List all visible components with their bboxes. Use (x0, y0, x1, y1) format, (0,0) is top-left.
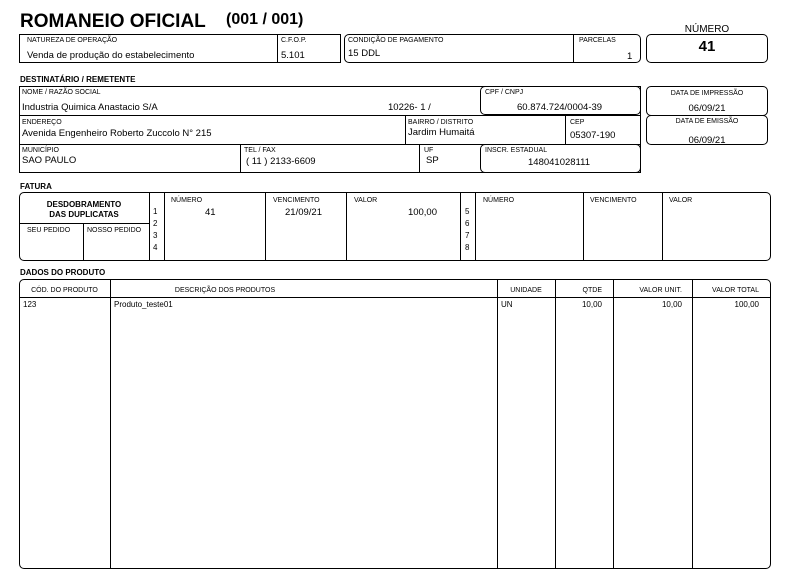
numero-label: NÚMERO (684, 24, 730, 35)
desdobramento-line2: DAS DUPLICATAS (49, 210, 119, 219)
ie-value: 148041028111 (528, 157, 590, 168)
col-codigo: CÓD. DO PRODUTO (31, 287, 98, 294)
cell-valor-unit: 10,00 (661, 300, 682, 309)
desdobramento-line1: DESDOBRAMENTO (46, 200, 122, 209)
page-count: (001 / 001) (226, 11, 304, 28)
cell-descricao: Produto_teste01 (114, 300, 173, 309)
data-emissao-value: 06/09/21 (688, 135, 726, 146)
fatura-vencimento-label-1: VENCIMENTO (273, 197, 320, 204)
numero-value: 41 (698, 38, 716, 55)
cep-label: CEP (570, 119, 585, 126)
condicao-value: 15 DDL (348, 48, 381, 59)
cell-codigo: 123 (23, 300, 37, 309)
cell-valor-total: 100,00 (734, 300, 759, 309)
col-descricao: DESCRIÇÃO DOS PRODUTOS (174, 287, 276, 294)
bairro-label: BAIRRO / DISTRITO (408, 119, 474, 126)
ie-label: INSCR. ESTADUAL (485, 147, 548, 154)
cliente-codigo: 10226- 1 / (388, 102, 431, 113)
municipio-value: SAO PAULO (22, 155, 77, 166)
cpf-label: CPF / CNPJ (485, 89, 524, 96)
fatura-valor-label-1: VALOR (354, 197, 378, 204)
col-valor-total: VALOR TOTAL (712, 287, 759, 294)
seu-pedido-label: SEU PEDIDO (27, 227, 71, 234)
uf-value: SP (426, 155, 439, 166)
destinatario-title: DESTINATÁRIO / REMETENTE (20, 75, 136, 84)
cfop-value: 5.101 (281, 50, 305, 61)
cell-qtde: 10,00 (581, 300, 602, 309)
cell-unidade: UN (501, 300, 513, 309)
endereco-label: ENDEREÇO (22, 119, 62, 126)
col-qtde: QTDE (582, 287, 602, 294)
bairro-value: Jardim Humaitá (408, 127, 475, 138)
uf-label: UF (424, 147, 434, 154)
parcelas-value: 1 (627, 51, 633, 62)
col-valor-unit: VALOR UNIT. (639, 287, 682, 294)
fatura-row-number: 2 (153, 219, 158, 228)
data-impressao-label: DATA DE IMPRESSÃO (670, 90, 744, 97)
endereco-value: Avenida Engenheiro Roberto Zuccolo N° 215 (22, 128, 212, 139)
cep-value: 05307-190 (570, 130, 616, 141)
cfop-label: C.F.O.P. (281, 37, 307, 44)
data-impressao-value: 06/09/21 (688, 103, 726, 114)
cpf-value: 60.874.724/0004-39 (517, 102, 603, 113)
fatura-vencimento-label-2: VENCIMENTO (590, 197, 637, 204)
data-emissao-label: DATA DE EMISSÃO (675, 118, 739, 125)
fatura-row-number: 7 (465, 231, 470, 240)
municipio-label: MUNICÍPIO (22, 147, 59, 154)
natureza-label: NATUREZA DE OPERAÇÃO (27, 37, 118, 44)
fatura-numero-label-1: NÚMERO (171, 197, 203, 204)
natureza-value: Venda de produção do estabelecimento (27, 50, 195, 61)
duplicata-1-vencimento: 21/09/21 (285, 207, 322, 218)
fatura-row-number: 6 (465, 219, 470, 228)
nome-value: Industria Quimica Anastacio S/A (22, 102, 158, 113)
document-title: ROMANEIO OFICIAL (20, 11, 206, 32)
condicao-label: CONDIÇÃO DE PAGAMENTO (348, 37, 444, 44)
parcelas-label: PARCELAS (579, 37, 616, 44)
fatura-row-number: 5 (465, 207, 470, 216)
fatura-title: FATURA (20, 182, 52, 191)
tel-label: TEL / FAX (244, 147, 276, 154)
desdobramento-label (19, 200, 149, 220)
duplicata-1-valor: 100,00 (407, 207, 437, 218)
fatura-row-number: 4 (153, 243, 158, 252)
col-unidade: UNIDADE (510, 287, 542, 294)
fatura-row-number: 1 (153, 207, 158, 216)
fatura-row-number: 8 (465, 243, 470, 252)
produtos-table (19, 279, 771, 569)
duplicata-1-numero: 41 (205, 207, 216, 218)
nome-label: NOME / RAZÃO SOCIAL (22, 89, 101, 96)
fatura-numero-label-2: NÚMERO (483, 197, 515, 204)
nosso-pedido-label: NOSSO PEDIDO (87, 227, 142, 234)
fatura-row-number: 3 (153, 231, 158, 240)
fatura-valor-label-2: VALOR (669, 197, 693, 204)
tel-value: ( 11 ) 2133-6609 (246, 156, 316, 167)
produtos-title: DADOS DO PRODUTO (20, 268, 106, 277)
